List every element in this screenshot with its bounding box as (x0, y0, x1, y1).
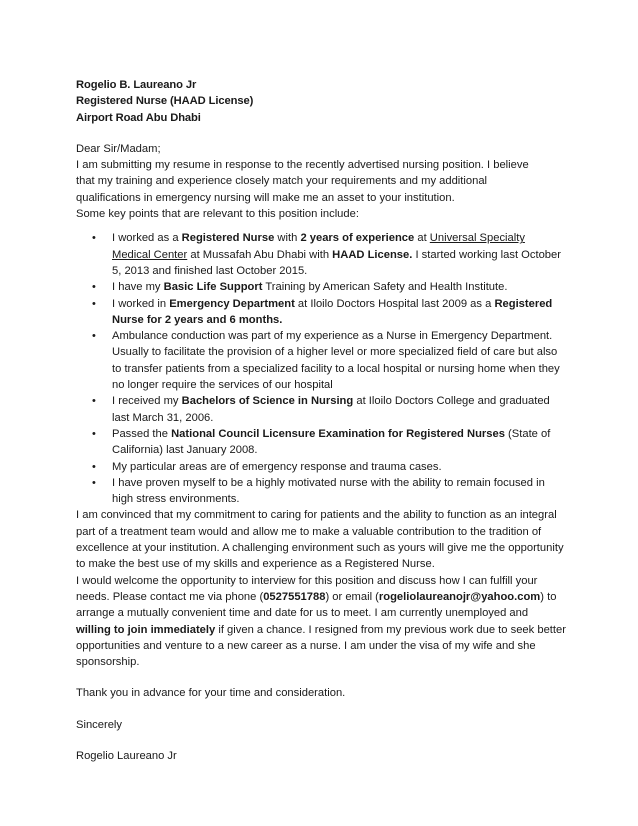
list-item: • Passed the National Council Licensure Examination for Registered Nurses (State of California) last January 2008. (92, 427, 551, 457)
list-item: • I worked as a Registered Nurse with 2 years of experience at Universal Specialty Medical Center at Mussafah Abu Dhabi with HAAD License. I started working last October 5, 2013 and finished last October 2015. (92, 232, 561, 277)
thanks-line: Thank you in advance for your time and consideration. (76, 687, 346, 700)
bullet-icon: • (92, 232, 96, 245)
bullet-icon: • (92, 395, 96, 408)
cover-letter (76, 77, 566, 764)
list-item: • I worked in Emergency Department at Iloilo Doctors Hospital last 2009 as a Registered Nurse for 2 years and 6 months. (92, 297, 553, 326)
sender-name: Rogelio B. Laureano Jr (76, 79, 197, 91)
list-item: • I have proven myself to be a highly motivated nurse with the ability to remain focused in high stress environments. (92, 476, 545, 506)
list-item: • I have my Basic Life Support Training by American Safety and Health Institute. (112, 279, 566, 295)
bullet-icon: • (92, 330, 96, 343)
list-item: • I received my Bachelors of Science in Nursing at Iloilo Doctors College and graduated last March 31, 2006. (92, 395, 550, 424)
employer-link: Universal Specialty Medical Center (112, 232, 525, 261)
body-paragraph: I am convinced that my commitment to caring for patients and the ability to function as an integral part of a treatment team would and allow me to make a valuable contribution to the tradition of excellence at your institution. A challenging environment such as yours will give me the opportunity to make the best use of my skills and experience as a Registered Nurse. (76, 509, 564, 571)
sender-title: Registered Nurse (HAAD License) (76, 95, 254, 108)
list-item: • Ambulance conduction was part of my experience as a Nurse in Emergency Department. Usually to facilitate the provision of a higher level or more specialized field of care but also to transfer patients from a specialized facility to a local hospital or nursing home when they no longer require the services of our hospital (92, 330, 560, 392)
contact-paragraph: I would welcome the opportunity to interview for this position and discuss how I can fulfill your needs. Please contact me via phone (0527551788) or email (rogeliolaureanojr@yahoo.com) to arrange a mutually convenient time and date for us to meet. I am currently unemployed and willing to join immediately if given a chance. I resigned from my previous work due to seek better opportunities and venture to a new career as a nurse. I am under the visa of my wife and she sponsorship. (76, 574, 566, 669)
intro-line: qualifications in emergency nursing will make me an asset to your institution. (76, 191, 455, 204)
signature: Rogelio Laureano Jr (76, 749, 177, 762)
bullet-icon: • (92, 427, 96, 440)
salutation: Dear Sir/Madam; (76, 142, 161, 155)
closing: Sincerely (76, 718, 123, 731)
intro-line: I am submitting my resume in response to the recently advertised nursing position. I believe (76, 159, 529, 172)
bullet-icon: • (92, 460, 96, 473)
intro-paragraph (76, 157, 566, 222)
sender-address: Airport Road Abu Dhabi (76, 111, 201, 124)
intro-line: Some key points that are relevant to this position include: (76, 208, 359, 221)
bullet-icon: • (92, 297, 96, 310)
key-points-list (76, 230, 566, 507)
intro-line: that my training and experience closely match your requirements and my additional (76, 175, 488, 188)
list-item: • My particular areas are of emergency response and trauma cases. (112, 459, 566, 475)
bullet-icon: • (92, 281, 96, 294)
sender-header (76, 77, 566, 126)
bullet-icon: • (92, 476, 96, 489)
email-address: rogeliolaureanojr@yahoo.com (378, 590, 541, 603)
phone-number: 0527551788 (263, 590, 326, 603)
